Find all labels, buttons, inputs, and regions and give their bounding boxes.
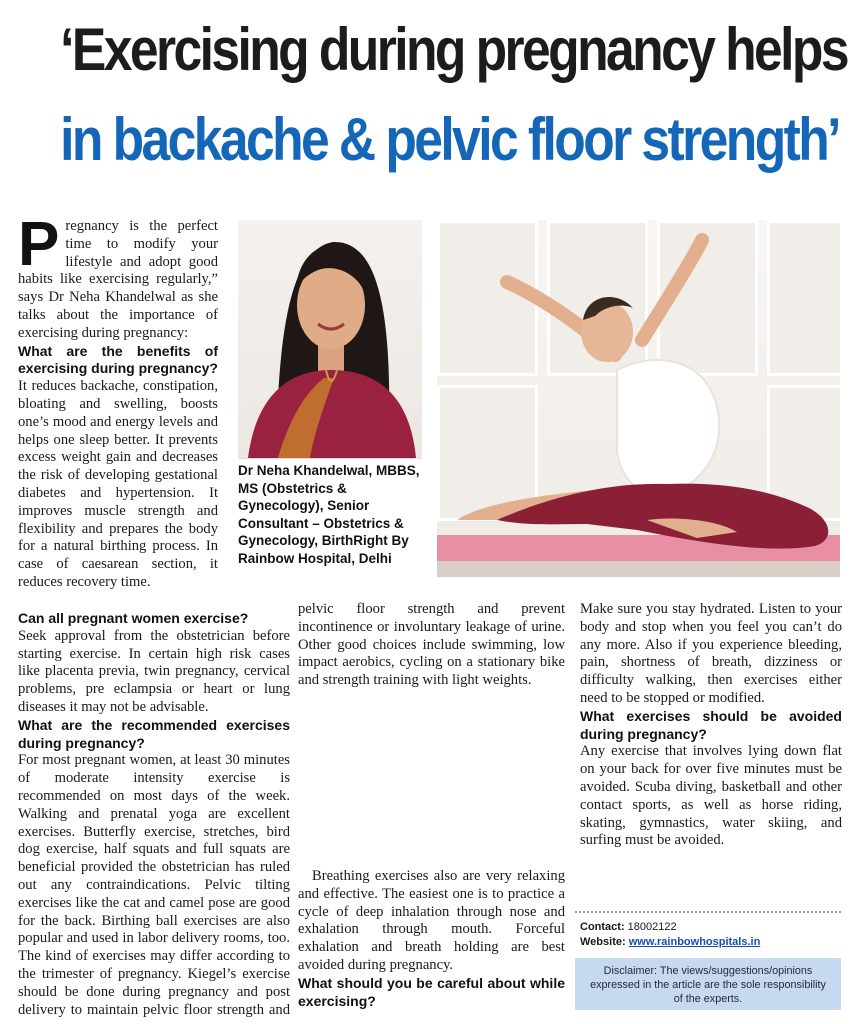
- website-link[interactable]: www.rainbowhospitals.in: [628, 936, 761, 948]
- contact-line: [580, 920, 842, 935]
- website-label: Website:: [580, 936, 626, 948]
- answer-recommended-continued: [298, 601, 565, 868]
- pregnant-woman-yoga-photo: [437, 220, 840, 577]
- answer-can-all-exercise: Seek approval from the obstetrician before starting exercise. In certain high risk cases like placenta previa, twin pregnancy, cervical problems, pre eclampsia or heart or lung diseases it may not be advisable.: [18, 627, 290, 715]
- answer-benefits: It reduces backache, constipation, bloating and swelling, boosts one’s mood and energy levels and helps one sleep better. It prevents excess weight gain and decreases the risk of developing gestational diabetes and hypertension. It improves muscle strength and flexibility and prepares the body for a natural birthing process. In case of caesarean section, it reduces recovery time.: [18, 378, 218, 590]
- article-column-1: [18, 210, 218, 592]
- contact-block: [580, 920, 842, 950]
- question-can-all-exercise: Can all pregnant women exercise?: [18, 610, 249, 626]
- answer-breathing: Breathing exercises also are very relaxing and effective. The easiest one is to practice a cycle of deep inhalation through nose and exhalation through mouth. Forceful exhalation and breath holding are best avoided during pregnancy.: [298, 868, 565, 973]
- doctor-portrait-illustration: [238, 220, 422, 458]
- answer-avoid: Any exercise that involves lying down flat on your back for over five minutes must be avoided. Scuba diving, basketball and other contact sports, as well as horse riding, skating, gymnastics, water skiing, and surfing must be avoided.: [580, 743, 842, 849]
- divider: [575, 911, 841, 913]
- drop-cap: P: [18, 210, 60, 279]
- article-column-3: [580, 601, 842, 850]
- article-column-1-lower: [18, 610, 290, 1020]
- intro-text: regnancy is the perfect time to modify your lifestyle and adopt good habits like exercising regularly,” says Dr Neha Khandelwal as she talks about the importance of exercising during pregnancy:: [18, 218, 218, 341]
- intro-paragraph: [18, 210, 218, 343]
- disclaimer-box: Disclaimer: The views/suggestions/opinions expressed in the article are the sole responsibility of the experts.: [575, 958, 841, 1010]
- contact-phone: 18002122: [627, 921, 677, 933]
- doctor-portrait-photo: [238, 220, 422, 459]
- question-careful: What should you be careful about while exercising?: [298, 974, 565, 1009]
- question-avoid: What exercises should be avoided during pregnancy?: [580, 707, 842, 742]
- doctor-caption: Dr Neha Khandelwal, MBBS, MS (Obstetrics & Gynecology), Senior Consultant – Obstetrics & Gynecology, BirthRight By Rainbow Hospital, Delhi: [238, 463, 420, 566]
- answer-careful: Make sure you stay hydrated. Listen to your body and stop when you feel you can’t do any more. Also if you experience bleeding, pain, shortness of breath, dizziness or difficulty walking, then exercises either need to be stopped or modified.: [580, 601, 842, 706]
- answer-recommended: For most pregnant women, at least 30 minutes of moderate intensity exercise is recommended on most days of the week. Walking and prenatal yoga are excellent exercises. Butterfly exercise, stretches, bird dog exercise, half squats and full squats are beneficial provided the obstetrician has ruled out any contraindications. Pelvic tilting exercises like the cat and camel pose are good for the back. Birthing ball exercises are also popular and used in labor delivery rooms, too. The kind of exercises may differ according to the trimester of pregnancy. Kiegel’s exercise should be done during pregnancy and post delivery to maintain pelvic floor strength and: [18, 752, 290, 1018]
- answer-recommended-overflow: pelvic floor strength and prevent incontinence or involuntary leakage of urine. Other good choices include swimming, low impact aerobics, cycling on a stationary bike and strength training with light weights.: [298, 601, 565, 689]
- article-column-2: [298, 601, 565, 1010]
- headline-line-2: in backache & pelvic floor strength’: [60, 106, 839, 173]
- yoga-figure-illustration: [437, 220, 840, 577]
- headline-line-1: ‘Exercising during pregnancy helps: [60, 16, 847, 83]
- question-benefits: What are the benefits of exercising during pregnancy?: [18, 342, 218, 377]
- website-line: [580, 935, 842, 950]
- question-recommended: What are the recommended exercises during pregnancy?: [18, 716, 290, 751]
- contact-label: Contact:: [580, 921, 625, 933]
